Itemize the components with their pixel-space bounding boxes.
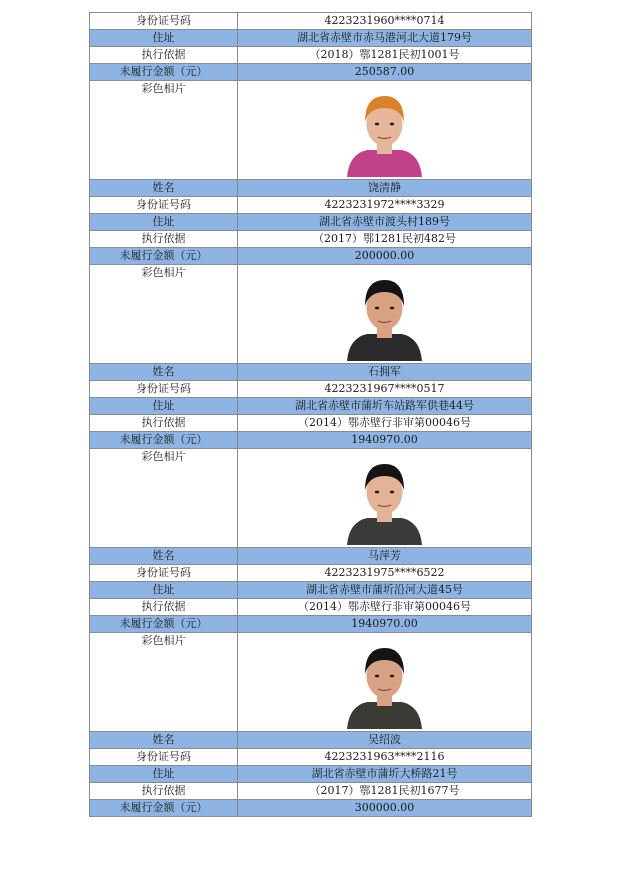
basis-label: 执行依据 bbox=[90, 415, 238, 432]
id-value: 4223231963****2116 bbox=[238, 749, 532, 766]
amount-label: 未履行金额（元） bbox=[90, 616, 238, 633]
basis-label: 执行依据 bbox=[90, 231, 238, 248]
id-value: 4223231975****6522 bbox=[238, 565, 532, 582]
basis-label: 执行依据 bbox=[90, 599, 238, 616]
table-row bbox=[90, 582, 532, 599]
id-value: 4223231967****0517 bbox=[238, 381, 532, 398]
name-label: 姓名 bbox=[90, 180, 238, 197]
name-value: 吴绍波 bbox=[238, 732, 532, 749]
address-label: 住址 bbox=[90, 398, 238, 415]
table-row bbox=[90, 13, 532, 30]
id-label: 身份证号码 bbox=[90, 749, 238, 766]
photo-label: 彩色相片 bbox=[90, 81, 238, 180]
address-value: 湖北省赤壁市渡头村189号 bbox=[238, 214, 532, 231]
person-silhouette-icon bbox=[345, 268, 424, 361]
table-row bbox=[90, 197, 532, 214]
basis-label: 执行依据 bbox=[90, 783, 238, 800]
table-row bbox=[90, 214, 532, 231]
name-value: 石拥军 bbox=[238, 364, 532, 381]
table-row bbox=[90, 633, 532, 732]
table-row bbox=[90, 398, 532, 415]
amount-value: 300000.00 bbox=[238, 800, 532, 817]
table-row bbox=[90, 415, 532, 432]
name-label: 姓名 bbox=[90, 732, 238, 749]
enforcement-table bbox=[89, 12, 532, 817]
amount-value: 250587.00 bbox=[238, 64, 532, 81]
basis-value: （2014）鄂赤壁行非审第00046号 bbox=[238, 599, 532, 616]
name-value: 饶清静 bbox=[238, 180, 532, 197]
table-row bbox=[90, 749, 532, 766]
person-silhouette-icon bbox=[345, 84, 424, 177]
table-row bbox=[90, 548, 532, 565]
table-row bbox=[90, 180, 532, 197]
portrait-photo bbox=[345, 452, 424, 545]
table-row bbox=[90, 800, 532, 817]
address-value: 湖北省赤壁市蒲圻车站路军供巷44号 bbox=[238, 398, 532, 415]
address-value: 湖北省赤壁市蒲圻大桥路21号 bbox=[238, 766, 532, 783]
table-row bbox=[90, 449, 532, 548]
address-label: 住址 bbox=[90, 582, 238, 599]
amount-label: 未履行金额（元） bbox=[90, 800, 238, 817]
amount-value: 1940970.00 bbox=[238, 432, 532, 449]
id-value: 4223231972****3329 bbox=[238, 197, 532, 214]
id-label: 身份证号码 bbox=[90, 381, 238, 398]
basis-value: （2017）鄂1281民初482号 bbox=[238, 231, 532, 248]
table-row bbox=[90, 81, 532, 180]
photo-label: 彩色相片 bbox=[90, 633, 238, 732]
name-value: 马萍芳 bbox=[238, 548, 532, 565]
id-label: 身份证号码 bbox=[90, 197, 238, 214]
table-row bbox=[90, 248, 532, 265]
table-row bbox=[90, 265, 532, 364]
table-row bbox=[90, 732, 532, 749]
table-row bbox=[90, 64, 532, 81]
photo-label: 彩色相片 bbox=[90, 265, 238, 364]
portrait-photo bbox=[345, 636, 424, 729]
amount-value: 200000.00 bbox=[238, 248, 532, 265]
table-row bbox=[90, 432, 532, 449]
address-value: 湖北省赤壁市蒲圻沿河大道45号 bbox=[238, 582, 532, 599]
table-row bbox=[90, 30, 532, 47]
portrait-photo bbox=[345, 268, 424, 361]
basis-value: （2014）鄂赤壁行非审第00046号 bbox=[238, 415, 532, 432]
table-row bbox=[90, 364, 532, 381]
table-row bbox=[90, 599, 532, 616]
name-label: 姓名 bbox=[90, 364, 238, 381]
id-label: 身份证号码 bbox=[90, 13, 238, 30]
basis-label: 执行依据 bbox=[90, 47, 238, 64]
basis-value: （2017）鄂1281民初1677号 bbox=[238, 783, 532, 800]
address-value: 湖北省赤壁市赤马港河北大道179号 bbox=[238, 30, 532, 47]
person-silhouette-icon bbox=[345, 636, 424, 729]
table-row bbox=[90, 381, 532, 398]
person-silhouette-icon bbox=[345, 452, 424, 545]
address-label: 住址 bbox=[90, 214, 238, 231]
id-label: 身份证号码 bbox=[90, 565, 238, 582]
basis-value: （2018）鄂1281民初1001号 bbox=[238, 47, 532, 64]
table-row bbox=[90, 231, 532, 248]
address-label: 住址 bbox=[90, 766, 238, 783]
photo-label: 彩色相片 bbox=[90, 449, 238, 548]
table-row bbox=[90, 565, 532, 582]
name-label: 姓名 bbox=[90, 548, 238, 565]
amount-label: 未履行金额（元） bbox=[90, 432, 238, 449]
amount-label: 未履行金额（元） bbox=[90, 64, 238, 81]
table-row bbox=[90, 766, 532, 783]
table-row bbox=[90, 47, 532, 64]
amount-value: 1940970.00 bbox=[238, 616, 532, 633]
table-row bbox=[90, 783, 532, 800]
table-row bbox=[90, 616, 532, 633]
portrait-photo bbox=[345, 84, 424, 177]
id-value: 4223231960****0714 bbox=[238, 13, 532, 30]
amount-label: 未履行金额（元） bbox=[90, 248, 238, 265]
address-label: 住址 bbox=[90, 30, 238, 47]
